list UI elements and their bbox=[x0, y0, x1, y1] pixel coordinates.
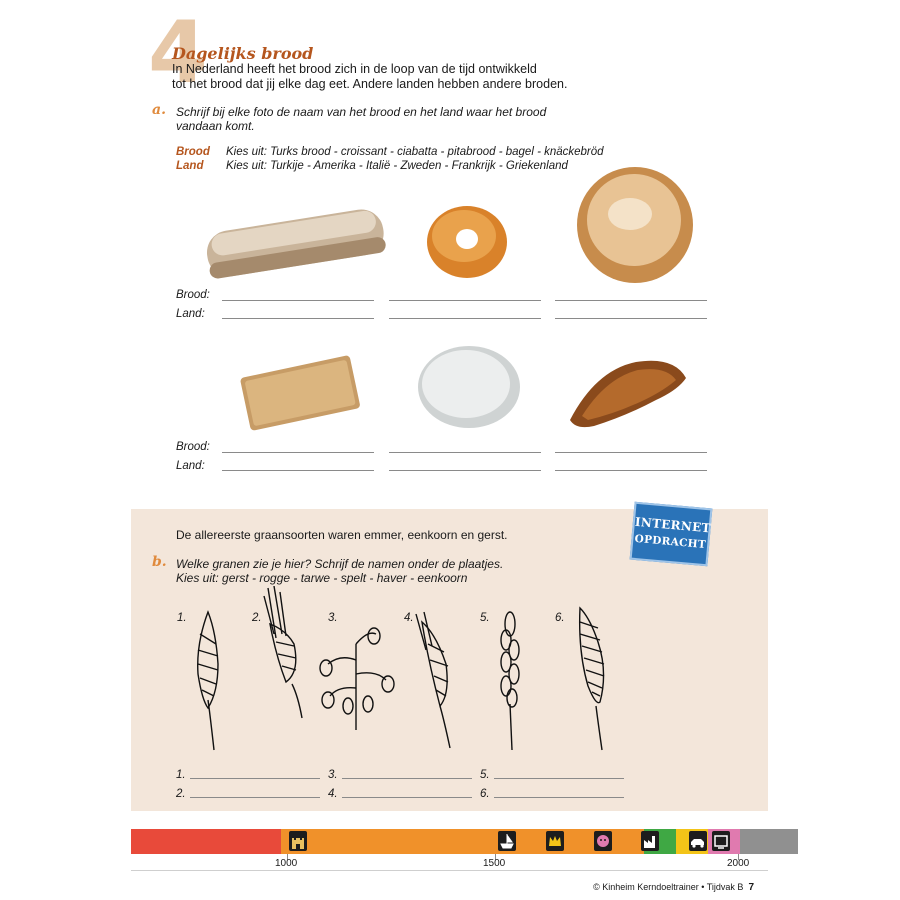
turks-brood-photo bbox=[574, 162, 696, 286]
knackebrod-photo bbox=[236, 350, 364, 434]
grain-answer-line[interactable] bbox=[190, 797, 320, 798]
timeline-bar bbox=[131, 829, 768, 854]
grain-answer-number: 6. bbox=[480, 788, 490, 800]
grain-answer-line[interactable] bbox=[494, 778, 624, 779]
answer-line[interactable] bbox=[222, 470, 374, 471]
ciabatta-photo bbox=[200, 198, 390, 284]
grain-3-drawing bbox=[318, 624, 396, 737]
brood-label: Brood: bbox=[176, 441, 210, 453]
grain-number: 4. bbox=[404, 612, 414, 624]
crown-icon bbox=[546, 831, 564, 851]
internet-opdracht-stamp[interactable] bbox=[630, 502, 713, 567]
timeline-segment-red bbox=[131, 829, 281, 854]
brood-options bbox=[176, 146, 604, 160]
stamp-line: OPDRACHT bbox=[634, 532, 707, 552]
croissant-photo bbox=[566, 350, 690, 432]
grain-answer-number: 5. bbox=[480, 769, 490, 781]
land-label: Land: bbox=[176, 460, 205, 472]
grain-answer-number: 1. bbox=[176, 769, 186, 781]
answer-line[interactable] bbox=[555, 300, 707, 301]
answer-line[interactable] bbox=[389, 318, 541, 319]
grain-number: 1. bbox=[177, 612, 187, 624]
grain-4-drawing bbox=[410, 610, 460, 755]
answer-line[interactable] bbox=[555, 470, 707, 471]
factory-icon bbox=[641, 831, 659, 851]
grain-1-drawing bbox=[184, 604, 234, 757]
timeline-segment-orange bbox=[281, 829, 644, 854]
exercise-a-marker: a. bbox=[152, 102, 166, 118]
year-label: 2000 bbox=[727, 858, 750, 869]
brood-label: Brood: bbox=[176, 289, 210, 301]
page-number: 7 bbox=[748, 882, 754, 893]
section-number: 4 bbox=[148, 3, 208, 103]
intro-line: In Nederland heeft het brood zich in de loop van de tijd ontwikkeld bbox=[172, 62, 537, 76]
ship-icon bbox=[498, 831, 516, 851]
grain-number: 6. bbox=[555, 612, 565, 624]
answer-line[interactable] bbox=[222, 300, 374, 301]
land-options-text: Kies uit: Turkije - Amerika - Italië - Zweden - Frankrijk - Griekenland bbox=[226, 160, 568, 172]
answer-line[interactable] bbox=[222, 318, 374, 319]
land-options-label: Land bbox=[176, 160, 204, 172]
question-line: vandaan komt. bbox=[176, 119, 255, 133]
land-label: Land: bbox=[176, 308, 205, 320]
section-intro bbox=[172, 62, 732, 92]
year-label: 1500 bbox=[483, 858, 506, 869]
castle-icon bbox=[289, 831, 307, 851]
grain-answer-number: 4. bbox=[328, 788, 338, 800]
question-line: Schrijf bij elke foto de naam van het brood en het land waar het brood bbox=[176, 105, 547, 119]
exercise-b-question: Welke granen zie je hier? Schrijf de namen onder de plaatjes. bbox=[176, 557, 504, 571]
grain-number: 5. bbox=[480, 612, 490, 624]
page-footer bbox=[593, 882, 754, 893]
grain-answer-line[interactable] bbox=[342, 797, 472, 798]
answer-line[interactable] bbox=[389, 300, 541, 301]
answer-line[interactable] bbox=[222, 452, 374, 453]
face-icon bbox=[594, 831, 612, 851]
year-label: 1000 bbox=[275, 858, 298, 869]
answer-line[interactable] bbox=[555, 452, 707, 453]
grain-number: 2. bbox=[252, 612, 262, 624]
intro-line: tot het brood dat jij elke dag eet. Andere landen hebben andere broden. bbox=[172, 77, 568, 91]
answer-line[interactable] bbox=[555, 318, 707, 319]
exercise-b-marker: b. bbox=[152, 554, 167, 570]
stamp-line: INTERNET bbox=[634, 514, 712, 536]
tv-icon bbox=[712, 831, 730, 851]
answer-line[interactable] bbox=[389, 470, 541, 471]
grain-answer-line[interactable] bbox=[494, 797, 624, 798]
grain-number: 3. bbox=[328, 612, 338, 624]
exercise-a-question bbox=[176, 105, 546, 133]
grain-answer-line[interactable] bbox=[190, 778, 320, 779]
pitabrood-photo bbox=[416, 344, 522, 430]
answer-line[interactable] bbox=[389, 452, 541, 453]
footer-credit: © Kinheim Kerndoeltrainer • Tijdvak B bbox=[593, 882, 744, 892]
land-options bbox=[176, 160, 568, 174]
section-title: Dagelijks brood bbox=[172, 44, 314, 63]
exercise-b-intro: De allereerste graansoorten waren emmer, eenkoorn en gerst. bbox=[176, 528, 508, 542]
timeline-segment-gray bbox=[740, 829, 798, 854]
grain-5-drawing bbox=[490, 604, 530, 757]
grain-answer-number: 3. bbox=[328, 769, 338, 781]
grain-answer-line[interactable] bbox=[342, 778, 472, 779]
brood-options-label: Brood bbox=[176, 146, 210, 158]
bagel-photo bbox=[424, 202, 510, 282]
car-icon bbox=[689, 831, 707, 851]
brood-options-text: Kies uit: Turks brood - croissant - ciabatta - pitabrood - bagel - knäckebröd bbox=[226, 146, 604, 158]
exercise-b-options: Kies uit: gerst - rogge - tarwe - spelt - haver - eenkoorn bbox=[176, 571, 468, 585]
grain-answer-number: 2. bbox=[176, 788, 186, 800]
footer-divider bbox=[131, 870, 768, 871]
grain-2-drawing bbox=[256, 586, 312, 725]
grain-6-drawing bbox=[566, 602, 616, 757]
